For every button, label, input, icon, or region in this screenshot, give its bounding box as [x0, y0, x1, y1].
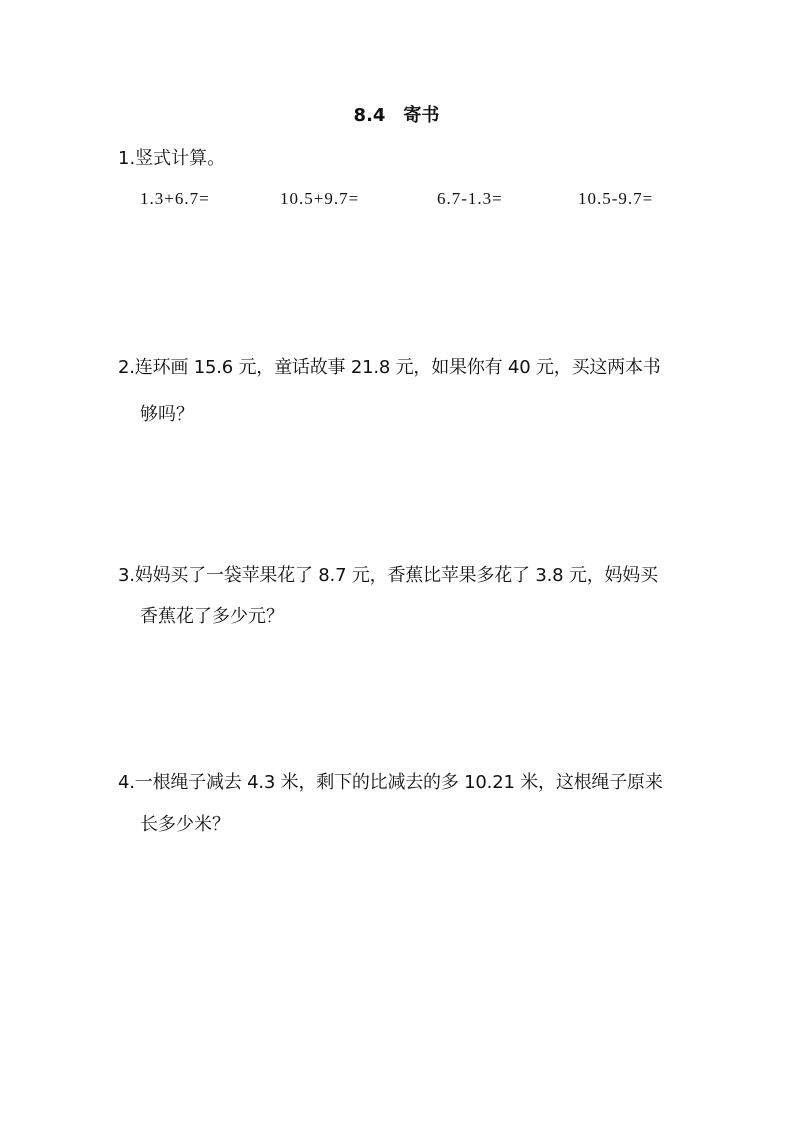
calc-item-4: 10.5-9.7= [578, 189, 654, 208]
calc-item-3: 6.7-1.3= [437, 189, 503, 208]
question-4-line-2: 长多少米？ [140, 814, 230, 835]
page-title: 8.4 寄书 [353, 105, 440, 126]
question-3-line-2: 香蕉花了多少元？ [140, 606, 284, 627]
question-2-line-1: 2.连环画 15.6 元，童话故事 21.8 元，如果你有 40 元，买这两本书 [118, 357, 661, 378]
question-1-label: 1.竖式计算。 [118, 148, 226, 169]
calc-item-1: 1.3+6.7= [140, 189, 210, 208]
question-2-line-2: 够吗？ [140, 404, 194, 425]
question-3-line-1: 3.妈妈买了一袋苹果花了 8.7 元，香蕉比苹果多花了 3.8 元，妈妈买 [118, 565, 658, 586]
calc-item-2: 10.5+9.7= [280, 189, 360, 208]
question-4-line-1: 4.一根绳子减去 4.3 米，剩下的比减去的多 10.21 米，这根绳子原来 [118, 772, 663, 793]
